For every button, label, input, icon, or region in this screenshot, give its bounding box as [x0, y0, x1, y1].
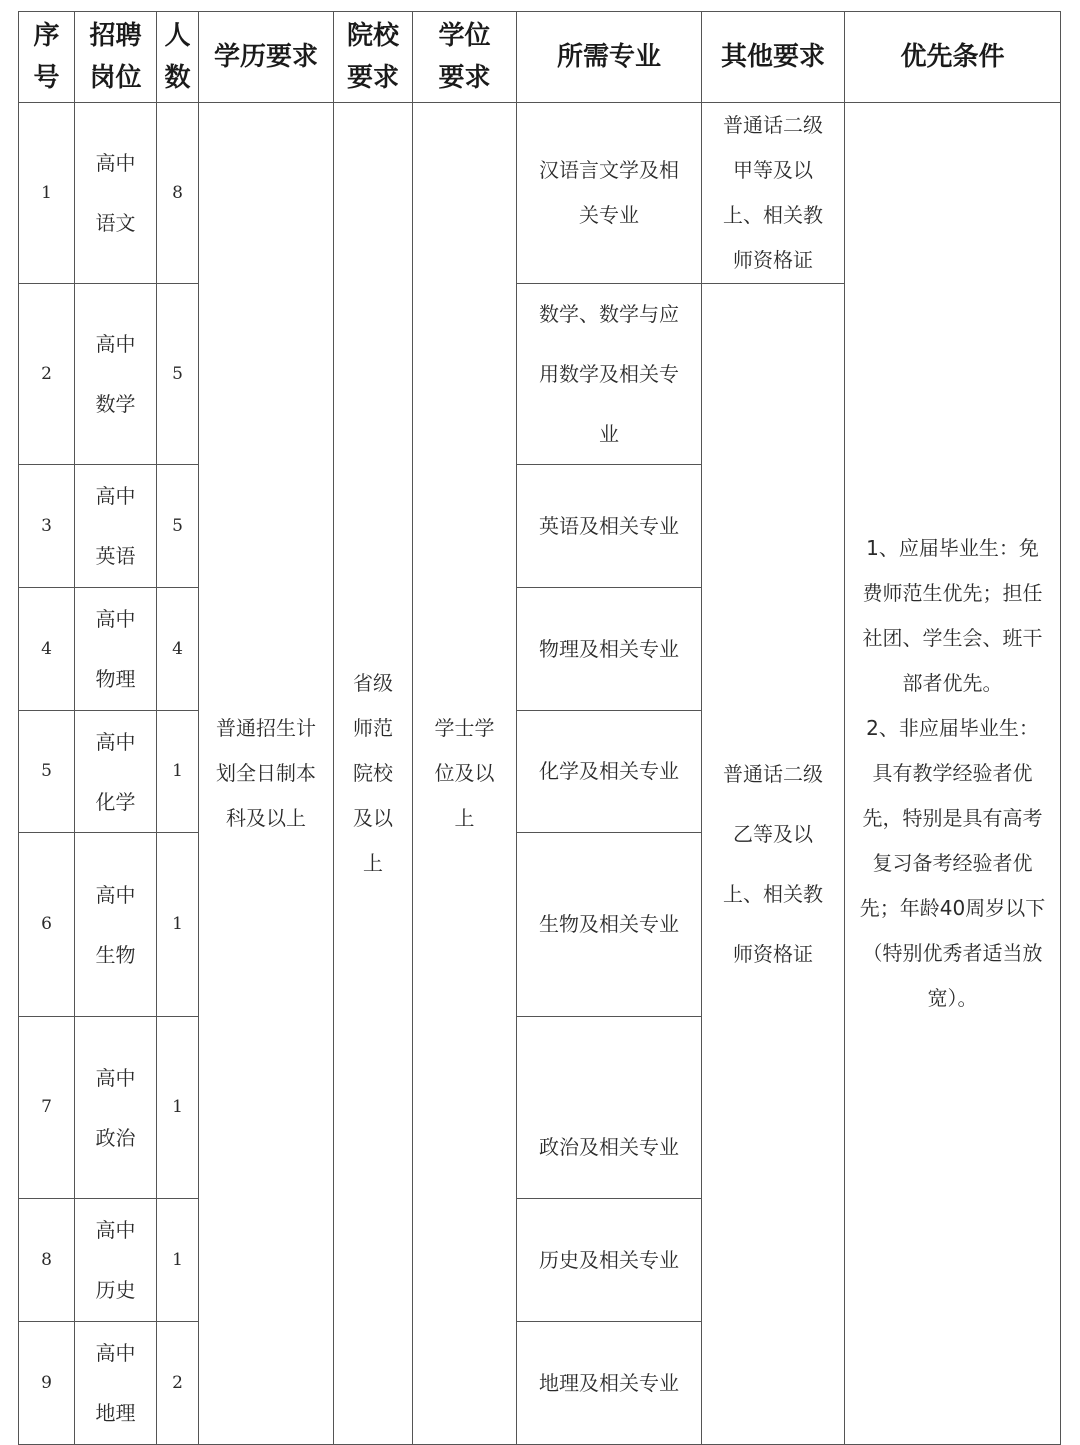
row-count: 2 [157, 1322, 199, 1445]
header-degree: 学位要求 [413, 12, 517, 103]
row-position: 高中数学 [75, 284, 157, 465]
row-count: 8 [157, 103, 199, 284]
row-count: 1 [157, 1199, 199, 1322]
header-preference: 优先条件 [845, 12, 1061, 103]
header-major: 所需专业 [517, 12, 702, 103]
header-education: 学历要求 [199, 12, 334, 103]
row-seq: 6 [19, 833, 75, 1017]
row-major: 数学、数学与应用数学及相关专业 [517, 284, 702, 465]
preference-item-1: 1、应届毕业生：免费师范生优先；担任社团、学生会、班干部者优先。 [862, 536, 1043, 695]
row-position: 高中化学 [75, 711, 157, 833]
row-count: 1 [157, 711, 199, 833]
row-major: 生物及相关专业 [517, 833, 702, 1017]
table-row [19, 103, 1061, 284]
header-seq: 序号 [19, 12, 75, 103]
row-major: 汉语言文学及相关专业 [517, 103, 702, 284]
row-seq: 4 [19, 588, 75, 711]
header-school: 院校要求 [334, 12, 413, 103]
row-major: 化学及相关专业 [517, 711, 702, 833]
row-seq: 7 [19, 1017, 75, 1199]
degree-requirement: 学士学位及以上 [413, 103, 517, 1445]
row-seq: 1 [19, 103, 75, 284]
row-position: 高中政治 [75, 1017, 157, 1199]
school-requirement: 省级师范院校及以上 [334, 103, 413, 1445]
row-position: 高中英语 [75, 465, 157, 588]
header-row [19, 12, 1061, 103]
row-position: 高中历史 [75, 1199, 157, 1322]
row-position: 高中生物 [75, 833, 157, 1017]
row-major: 地理及相关专业 [517, 1322, 702, 1445]
header-count: 人数 [157, 12, 199, 103]
row-seq: 5 [19, 711, 75, 833]
other-requirement-chinese: 普通话二级甲等及以上、相关教师资格证 [702, 103, 845, 284]
preference-conditions [845, 103, 1061, 1445]
row-seq: 9 [19, 1322, 75, 1445]
row-position: 高中语文 [75, 103, 157, 284]
row-seq: 8 [19, 1199, 75, 1322]
row-count: 5 [157, 465, 199, 588]
recruitment-table [18, 11, 1061, 1445]
row-count: 1 [157, 1017, 199, 1199]
row-major: 英语及相关专业 [517, 465, 702, 588]
row-major: 物理及相关专业 [517, 588, 702, 711]
header-position: 招聘岗位 [75, 12, 157, 103]
row-seq: 3 [19, 465, 75, 588]
row-position: 高中地理 [75, 1322, 157, 1445]
row-major: 历史及相关专业 [517, 1199, 702, 1322]
row-seq: 2 [19, 284, 75, 465]
row-count: 5 [157, 284, 199, 465]
preference-item-2: 2、非应届毕业生：具有教学经验者优先，特别是具有高考复习备考经验者优先；年龄40周岁以下（特别优秀者适当放宽）。 [859, 716, 1046, 1010]
row-position: 高中物理 [75, 588, 157, 711]
other-requirement-rest: 普通话二级乙等及以上、相关教师资格证 [702, 284, 845, 1445]
education-requirement: 普通招生计划全日制本科及以上 [199, 103, 334, 1445]
row-major: 政治及相关专业 [517, 1017, 702, 1199]
row-count: 1 [157, 833, 199, 1017]
header-other: 其他要求 [702, 12, 845, 103]
row-count: 4 [157, 588, 199, 711]
